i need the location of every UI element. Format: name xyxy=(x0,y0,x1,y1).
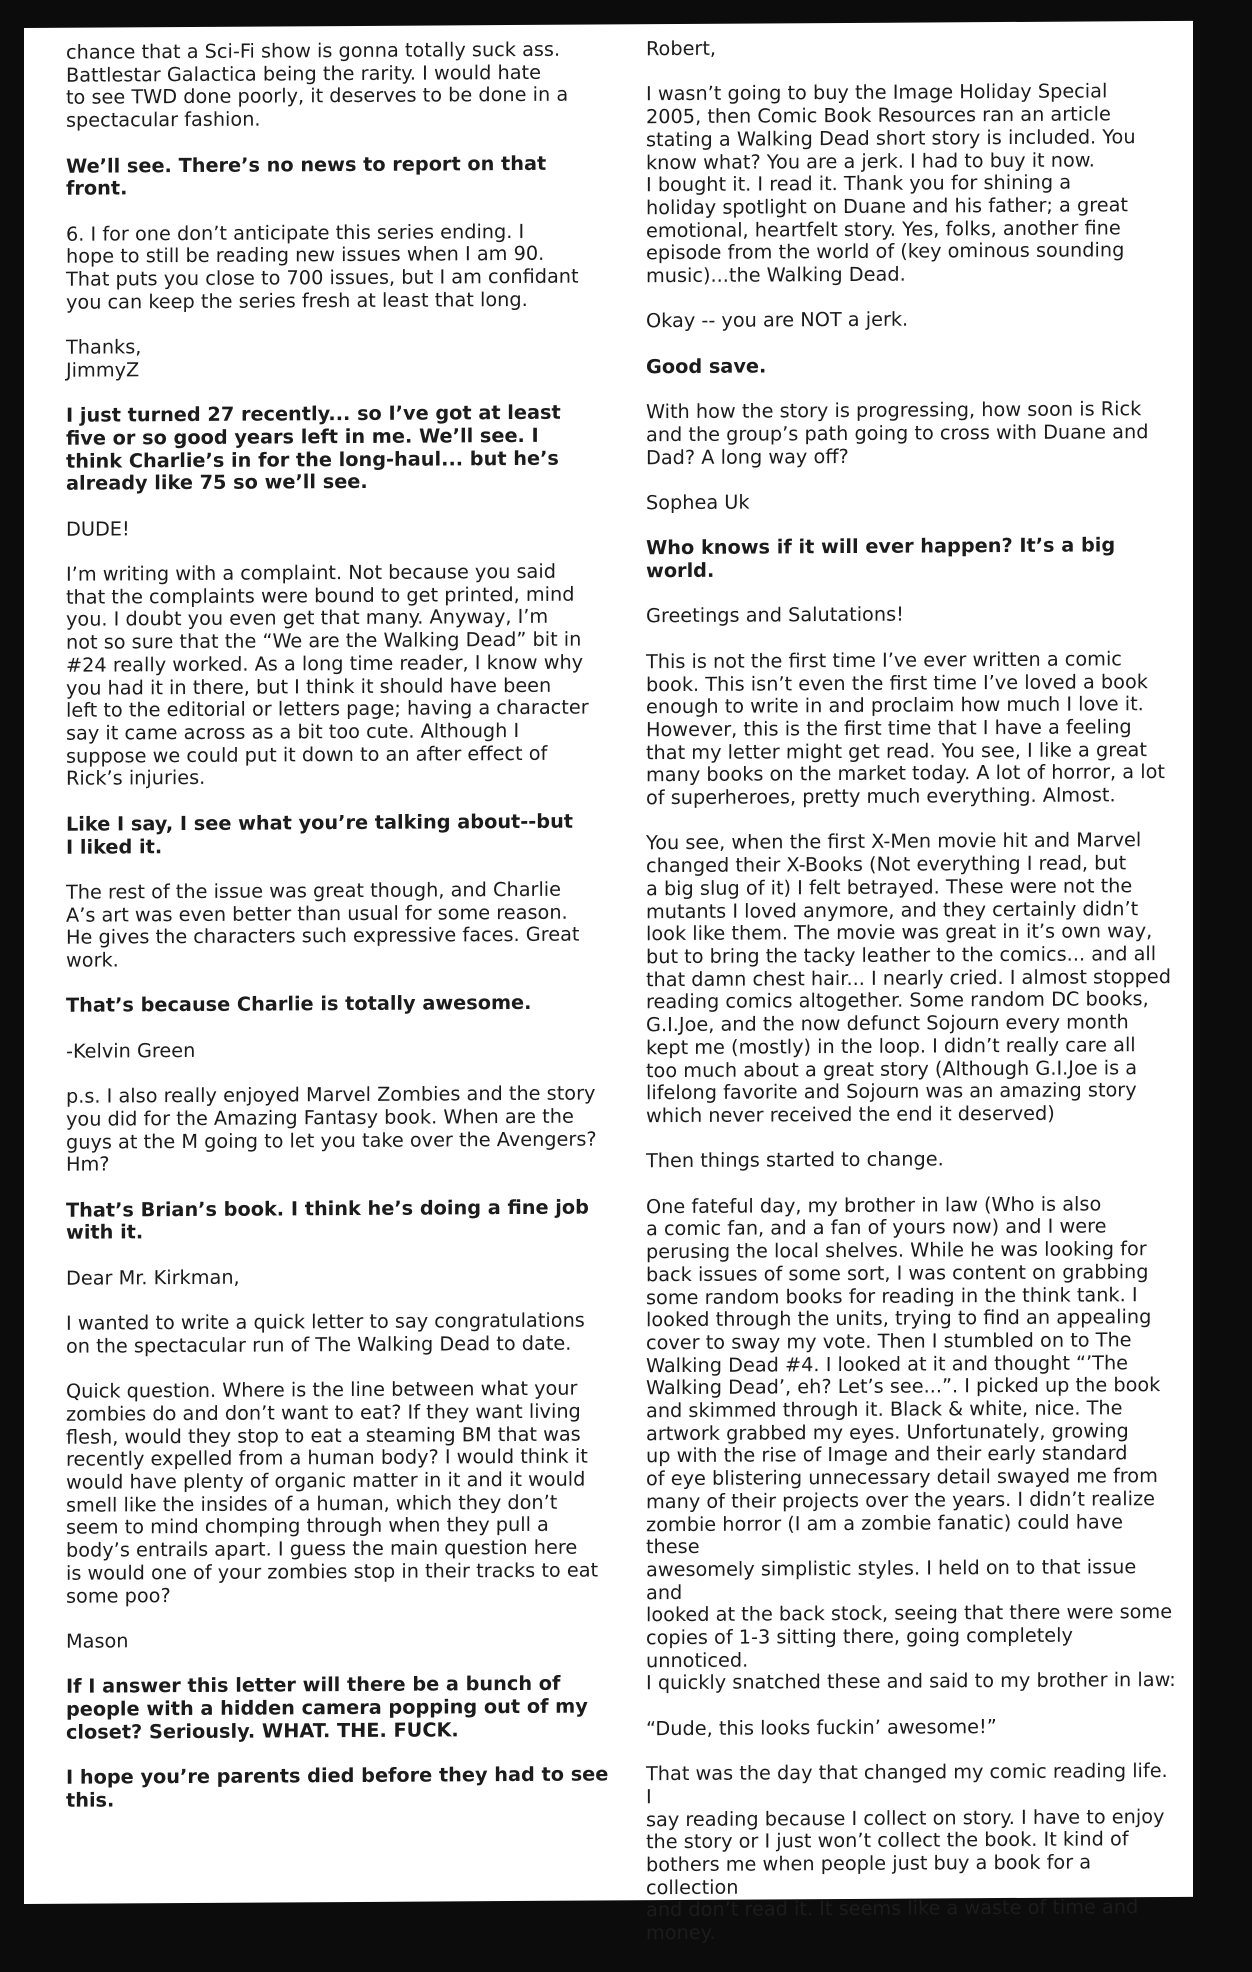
letter-paragraph: Greetings and Salutations! xyxy=(646,603,904,628)
letter-paragraph: Dear Mr. Kirkman, xyxy=(66,1265,240,1290)
letter-paragraph: With how the story is progressing, how soon is Rick and the group’s path going to cross with Duane and Dad? A long way off? xyxy=(646,397,1149,469)
letter-paragraph: I wanted to write a quick letter to say congratulations on the spectacular run of The Walking Dead to date. xyxy=(66,1308,585,1358)
letter-paragraph: Okay -- you are NOT a jerk. xyxy=(646,308,909,333)
editor-reply: Good save. xyxy=(646,354,767,378)
letter-paragraph: You see, when the first X-Men movie hit and Marvel changed their X-Books (Not everything I read, but a big slug of it) I felt betrayed. These were not the mutants I loved anymore, and they certainly didn’t look like them. The movie was great in it’s own way, but to bring the tacky leather to the comics... and all that damn chest hair... I nearly cried. I almost stopped reading comics altogether. Some random DC books, G.I.Joe, and the now defunct Sojourn every month kept me (mostly) in the loop. I didn’t really care all too much about a great story (Although G.I.Joe is a lifelong favorite and Sojourn was an amazing story which never received the end it deserved) xyxy=(646,828,1172,1128)
letter-paragraph: “Dude, this looks fuckin’ awesome!” xyxy=(646,1714,997,1741)
editor-reply: Like I say, I see what you’re talking about--but I liked it. xyxy=(66,809,574,859)
letter-paragraph: I wasn’t going to buy the Image Holiday Special 2005, then Comic Book Resources ran an article stating a Walking Dead short story is included. You know what? You are a jerk. I had to buy it now. I bought it. I read it. Thank you for shining a holiday spotlight on Duane and his father; a great emotional, heartfelt story. Yes, folks, another fine episode from the world of (key ominous sounding music)...the Walking Dead. xyxy=(646,79,1136,288)
letter-paragraph: chance that a Sci-Fi show is gonna totally suck ass. Battlestar Galactica being the rarity. I would hate to see TWD done poorly, it deserves to be done in a spectacular fashion. xyxy=(66,37,569,132)
letter-paragraph: p.s. I also really enjoyed Marvel Zombies and the story you did for the Amazing Fantasy book. When are the guys at the M going to let you take over the Avengers? Hm? xyxy=(66,1081,597,1177)
letter-paragraph: Quick question. Where is the line between what your zombies do and don’t want to eat? If they want living flesh, would they stop to eat a steaming BM that was recently expelled from a human body? I would think it would have plenty of organic matter in it and it would smell like the insides of a human, which they don’t seem to mind chomping through when they pull a body’s entrails apart. I guess the main question here is would one of your zombies stop in their tracks to eat some poo? xyxy=(66,1376,599,1608)
editor-reply: I just turned 27 recently... so I’ve got at least five or so good years left in me. We’ll see. I think Charlie’s in for the long-haul... but he’s already like 75 so we’ll see. xyxy=(66,400,561,496)
letter-paragraph: The rest of the issue was great though, and Charlie A’s art was even better than usual for some reason. He gives the characters such expressive faces. Great work. xyxy=(66,877,580,972)
letter-paragraph: That was the day that changed my comic reading life. I say reading because I collect on story. I have to enjoy the story or I just won’t collect the book. It kind of bothers me when people just buy a book for a collection and don’t read it. It seems like a waste of time and money. xyxy=(646,1759,1168,1945)
letter-paragraph: DUDE! xyxy=(66,517,130,541)
editor-reply: If I answer this letter will there be a bunch of people with a hidden camera popping out of my closet? Seriously. WHAT. THE. FUCK. xyxy=(66,1672,588,1744)
letter-paragraph: -Kelvin Green xyxy=(66,1038,196,1063)
letter-paragraph: Then things started to change. xyxy=(646,1147,944,1173)
letters-page xyxy=(24,21,1193,1945)
letter-paragraph: One fateful day, my brother in law (Who is also a comic fan, and a fan of yours now) and I were perusing the local shelves. While he was looking for back issues of some sort, I was content on grabbing some random books for reading in the think tank. I looked through the units, trying to find an appealing cover to sway my vote. Then I stumbled on to The Walking Dead #4. I looked at it and thought “’The Walking Dead’, eh? Let’s see...”. I picked up the book and skimmed through it. Black & white, nice. The artwork grabbed my eyes. Unfortunately, growing up with the rise of Image and their early standard of eye blistering unnecessary detail swayed me from many of their projects over the years. I didn’t realize zombie horror (I am a zombie fanatic) could have these awesomely simplistic styles. I held on to that issue and looked at the back stock, seeing that there were some copies of 1-3 sitting there, going completely unnoticed. I quickly snatched these and said to my brother in law: xyxy=(646,1192,1176,1695)
letter-paragraph: Thanks, JimmyZ xyxy=(66,335,142,382)
right-column xyxy=(646,35,1176,1968)
editor-reply: That’s Brian’s book. I think he’s doing a fine job with it. xyxy=(66,1195,589,1245)
letter-paragraph: Sophea Uk xyxy=(646,490,750,515)
editor-reply: We’ll see. There’s no news to report on that front. xyxy=(66,151,547,200)
letter-paragraph: Mason xyxy=(66,1629,129,1653)
left-column xyxy=(66,38,626,1835)
letter-paragraph: This is not the first time I’ve ever written a comic book. This isn’t even the first time I’ve loved a book enough to write in and proclaim how much I love it. However, this is the first time that I have a feeling that my letter might get read. You see, I like a great many books on the market today. A lot of horror, a lot of superheroes, pretty much everything. Almost. xyxy=(646,647,1165,810)
letter-paragraph: I’m writing with a complaint. Not because you said that the complaints were bound to get printed, mind you. I doubt you even get that many. Anyway, I’m not so sure that the “We are the Walking Dead” bit in #24 really worked. As a long time reader, I know why you had it in there, but I think it should have been left to the editorial or letters page; having a character say it came across as a bit too cute. Although I suppose we could put it down to an after effect of Rick’s injuries. xyxy=(66,559,589,791)
editor-reply: That’s because Charlie is totally awesome. xyxy=(66,991,532,1018)
letter-paragraph: 6. I for one don’t anticipate this series ending. I hope to still be reading new issues when I am 90. That puts you close to 700 issues, but I am confidant you can keep the series fresh at least that long. xyxy=(66,219,579,314)
editor-reply: Who knows if it will ever happen? It’s a big world. xyxy=(646,533,1116,583)
letter-paragraph: Robert, xyxy=(646,36,717,61)
editor-reply: I hope you’re parents died before they had to see this. xyxy=(66,1762,609,1812)
